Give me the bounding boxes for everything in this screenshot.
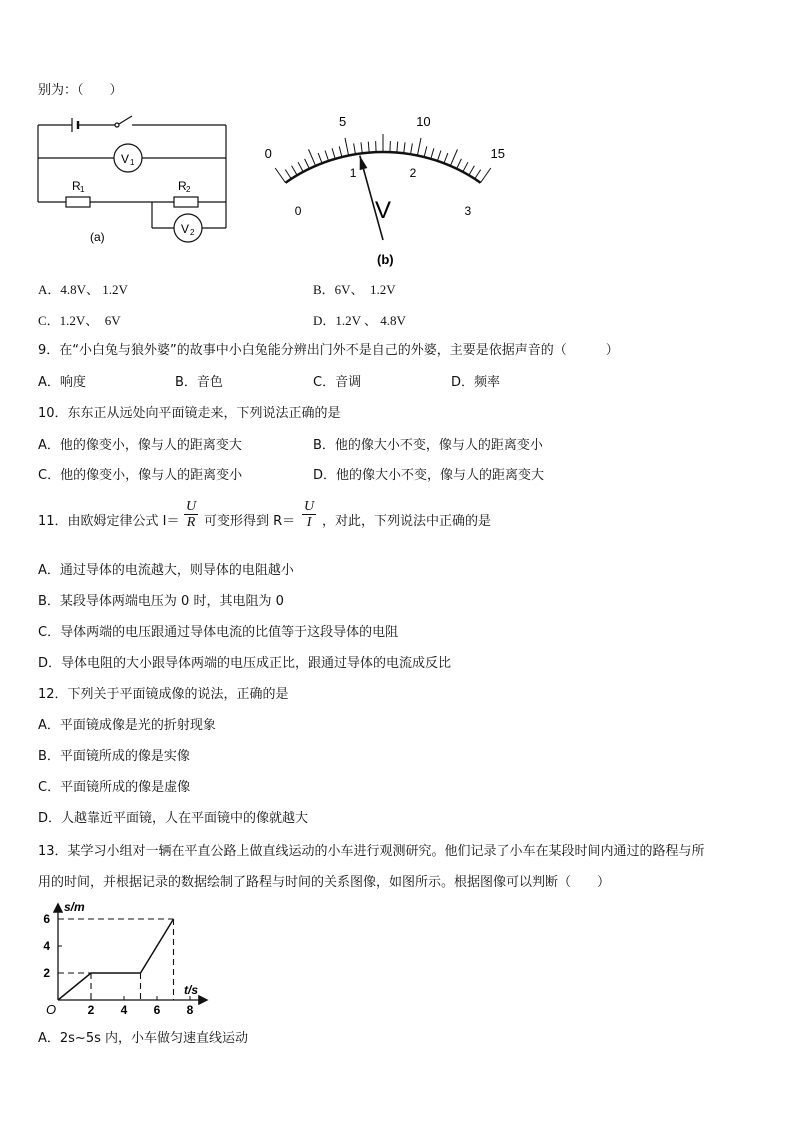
dial-lower-label: 0 — [294, 203, 302, 218]
v1-label: V — [121, 152, 130, 166]
q12-option-b[interactable]: B．平面镜所成的像是实像 — [38, 749, 190, 764]
r1-label: R — [72, 179, 81, 193]
v1-subscript: 1 — [130, 158, 135, 167]
dial-upper-label: 5 — [338, 114, 347, 130]
y-axis-label: s/m — [64, 900, 85, 914]
q13-stem-line1: 13．某学习小组对一辆在平直公路上做直线运动的小车进行观测研究。他们记录了小车在某段时间内通过的路程与所 — [38, 844, 705, 859]
dial-tick — [325, 151, 329, 161]
dial-tick — [481, 168, 491, 183]
dial-caption: (b) — [377, 252, 394, 267]
q12-option-d[interactable]: D．人越靠近平面镜，人在平面镜中的像就越大 — [38, 811, 309, 826]
q11-stem-part1: 11．由欧姆定律公式 I＝ — [38, 514, 180, 529]
v2-subscript: 2 — [190, 228, 195, 237]
dial-tick — [417, 138, 421, 156]
q11-fraction-u-over-i — [302, 499, 316, 530]
fraction2-denominator: I — [306, 515, 312, 530]
q11-stem-part2: 可变形得到 R＝ — [204, 514, 296, 529]
dial-tick — [475, 170, 481, 179]
dial-upper-label: 15 — [490, 146, 505, 162]
dial-tick — [437, 151, 441, 161]
dial-tick — [275, 168, 285, 183]
q10-stem: 10．东东正从远处向平面镜走来，下列说法正确的是 — [38, 406, 341, 421]
voltmeter-dial — [235, 112, 545, 272]
dial-needle-head — [360, 156, 368, 171]
q8-option-d[interactable]: D．1.2V 、 4.8V — [313, 313, 406, 328]
q12-stem: 12．下列关于平面镜成像的说法，正确的是 — [38, 687, 289, 702]
r2-subscript: 2 — [186, 185, 191, 194]
q11-option-a[interactable]: A．通过导体的电流越大，则导体的电阻越小 — [38, 563, 294, 578]
dial-tick — [444, 153, 448, 163]
q9-stem: 9．在“小白兔与狼外婆”的故事中小白兔能分辨出门外不是自己的外婆，主要是依据声音的（ ） — [38, 343, 619, 358]
circuit-caption: (a) — [90, 230, 105, 244]
v2-label: V — [181, 222, 190, 236]
resistor-r2 — [174, 197, 198, 207]
q11-option-b[interactable]: B．某段导体两端电压为 0 时，其电阻为 0 — [38, 594, 284, 609]
dial-tick — [450, 149, 457, 166]
dial-tick — [298, 162, 303, 172]
x-tick-label: 6 — [153, 1003, 161, 1017]
y-tick-label: 6 — [43, 912, 50, 926]
q8-option-c[interactable]: C．1.2V、 6V — [38, 313, 121, 328]
dial-tick — [361, 142, 362, 153]
q9-option-a[interactable]: A．响度 — [38, 375, 86, 390]
dial-tick — [285, 170, 291, 179]
q10-option-b[interactable]: B．他的像大小不变，像与人的距离变小 — [313, 438, 543, 453]
distance-time-chart — [30, 898, 260, 1028]
fraction2-numerator: U — [304, 499, 315, 514]
q13-option-a[interactable]: A．2s~5s 内，小车做匀速直线运动 — [38, 1031, 249, 1046]
q12-option-a[interactable]: A．平面镜成像是光的折射现象 — [38, 718, 216, 733]
switch-lever — [119, 116, 132, 124]
dial-tick — [397, 142, 398, 153]
resistor-r1 — [66, 197, 90, 207]
switch-contact — [115, 123, 119, 127]
q13-stem-line2: 用的时间，并根据记录的数据绘制了路程与时间的关系图像，如图所示。根据图像可以判断（ ） — [38, 875, 611, 890]
q9-option-d[interactable]: D．频率 — [451, 375, 501, 390]
q12-option-c[interactable]: C．平面镜所成的像是虚像 — [38, 780, 191, 795]
dial-tick — [309, 149, 316, 166]
q9-option-c[interactable]: C．音调 — [313, 375, 362, 390]
x-tick-label: 8 — [186, 1003, 194, 1017]
dial-lower-label: 2 — [409, 166, 417, 181]
q11-stem-part3: ，对此，下列说法中正确的是 — [322, 514, 492, 529]
dial-tick — [463, 162, 468, 172]
dial-tick — [354, 143, 356, 154]
r2-label: R — [178, 179, 187, 193]
r1-subscript: 1 — [80, 185, 85, 194]
q10-option-a[interactable]: A．他的像变小，像与人的距离变大 — [38, 438, 242, 453]
x-axis-label: t/s — [184, 983, 199, 997]
dial-tick — [404, 142, 405, 153]
dial-upper-label: 10 — [416, 114, 431, 130]
q8-stem-tail: 别为：（ ） — [38, 83, 123, 98]
dial-lower-label: 1 — [349, 166, 357, 181]
circuit-diagram — [30, 110, 240, 250]
dial-tick — [305, 159, 310, 169]
dial-tick — [431, 148, 434, 159]
fraction1-numerator: U — [186, 499, 197, 514]
dial-tick — [424, 146, 427, 157]
dial-tick — [368, 142, 369, 153]
series-line — [58, 919, 174, 1000]
dial-unit: V — [375, 197, 392, 224]
dial-arc — [285, 152, 480, 183]
q11-fraction-u-over-r — [184, 499, 198, 530]
dial-tick — [339, 146, 342, 157]
dial-tick — [292, 166, 298, 175]
q9-option-b[interactable]: B．音色 — [175, 375, 223, 390]
x-tick-label: 4 — [120, 1003, 128, 1017]
q8-option-b[interactable]: B．6V、 1.2V — [313, 282, 396, 297]
dial-tick — [457, 159, 462, 169]
dial-upper-label: 0 — [264, 146, 272, 162]
q10-option-d[interactable]: D．他的像大小不变，像与人的距离变大 — [313, 468, 545, 483]
q11-option-d[interactable]: D．导体电阻的大小跟导体两端的电压成正比，跟通过导体的电流成反比 — [38, 656, 452, 671]
dial-tick — [318, 153, 322, 163]
dial-tick — [345, 138, 349, 156]
y-tick-label: 2 — [43, 966, 50, 980]
q10-option-c[interactable]: C．他的像变小，像与人的距离变小 — [38, 468, 243, 483]
dial-tick — [411, 143, 413, 154]
x-tick-label: 2 — [87, 1003, 95, 1017]
q11-option-c[interactable]: C．导体两端的电压跟通过导体电流的比值等于这段导体的电阻 — [38, 625, 399, 640]
dial-tick — [332, 148, 335, 159]
dial-tick — [469, 166, 475, 175]
dial-lower-label: 3 — [464, 203, 472, 218]
q8-option-a[interactable]: A．4.8V、 1.2V — [38, 282, 128, 297]
y-tick-label: 4 — [43, 939, 50, 953]
fraction1-denominator: R — [186, 515, 196, 530]
origin-label: O — [46, 1002, 57, 1017]
